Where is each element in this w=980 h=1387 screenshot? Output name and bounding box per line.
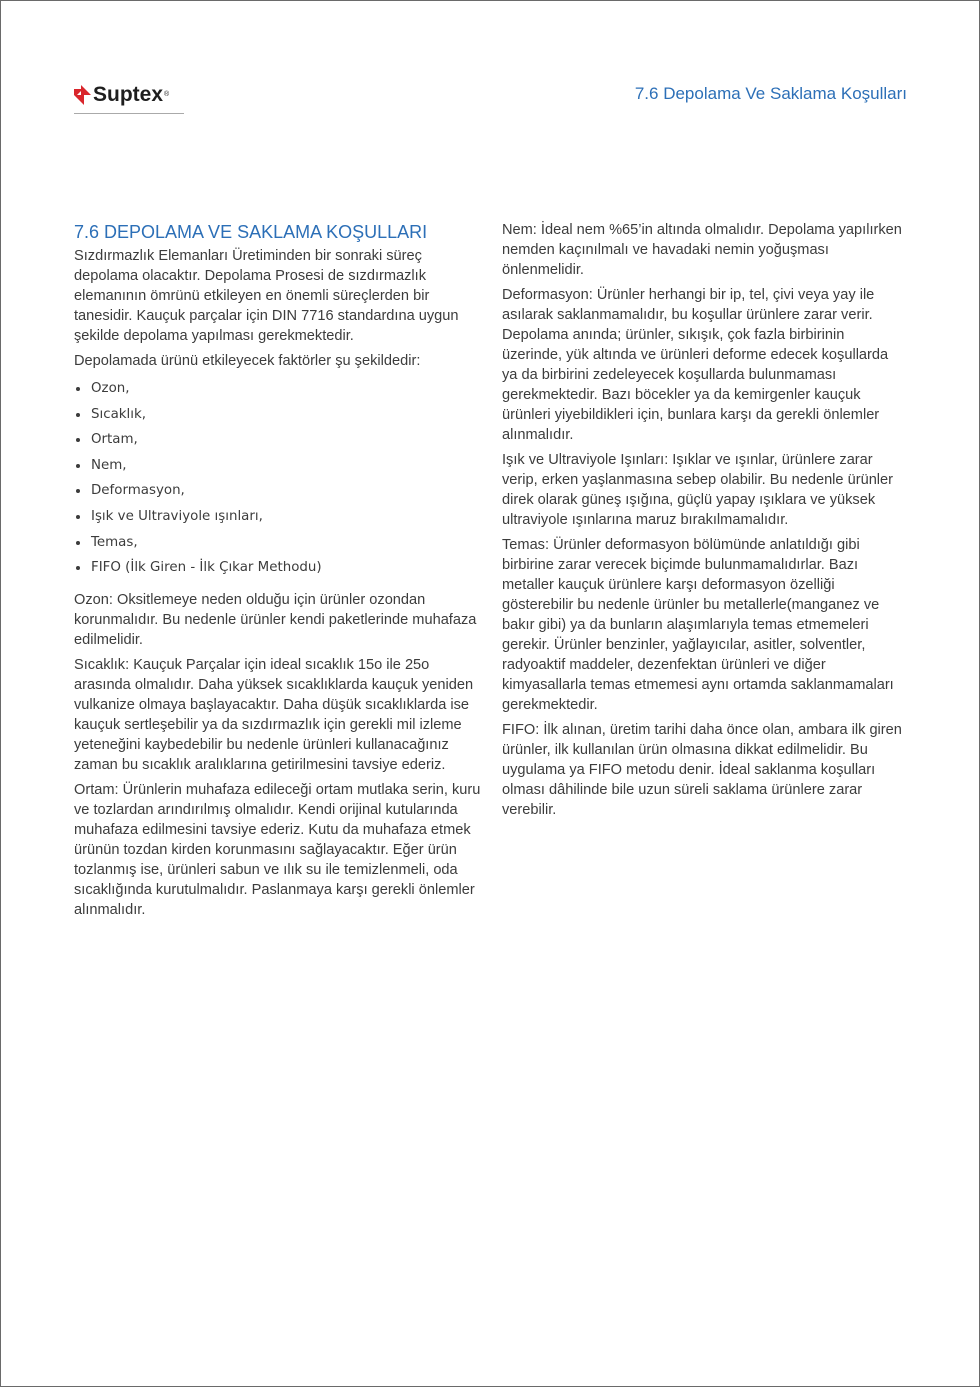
logo-wordmark: Suptex [93,83,164,106]
list-item: Işık ve Ultraviyole ışınları, [74,507,482,533]
list-item: Deformasyon, [74,481,482,507]
list-item: Nem, [74,456,482,482]
deformasyon-paragraph: Deformasyon: Ürünler herhangi bir ip, tel, çivi veya yay ile asılarak saklanmamalıdır, bu koşullar ürünlere zarar verir. Depolama anında; ürünler, sıkışık, çok fazla birbirinin üzerinde, yük altında ve ürünleri deforme edecek koşullarda ya da birbirini zedeleyecek koşullarda bulunmaması gerekmektedir. Bazı böcekler ya da kemirgenler kauçuk ürünleri yiyebildikleri için, bunlara karşı da gerekli önlemler alınmalıdır. [502,287,889,443]
list-item: FIFO (İlk Giren - İlk Çıkar Methodu) [74,558,482,584]
section-title: 7.6 DEPOLAMA VE SAKLAMA KOŞULLARI [74,222,428,242]
isik-paragraph: Işık ve Ultraviyole Işınları: Işıklar ve ışınlar, ürünlere zarar verip, erken yaşlanmasına sebep olabilir. Bu nedenle ürünler direk olarak güneş ışığına, güçlü yapay ışıklara ve yüksek ultraviyole ışınlarına maruz bırakılmamalıdır. [502,452,894,528]
left-column [74,220,482,925]
list-item: Temas, [74,533,482,559]
sicaklik-paragraph: Sıcaklık: Kauçuk Parçalar için ideal sıcaklık 15o ile 25o arasında olmalıdır. Daha yüksek sıcaklıklarda kauçuk yeniden vulkanize olmaya başlayacaktır. Daha düşük sıcaklıklarda ise kauçuk sertleşebilir ya da sızdırmazlık için gerekli mil izleme yeteneğini kaybedebilir bu nedenle ürünleri kullanacağınız zaman bu sıcaklık aralıklarına getirilmesini tavsiye ederiz. [74,656,474,773]
factors-intro: Depolamada ürünü etkileyecek faktörler şu şekildedir: [74,353,421,369]
factors-list [74,379,482,584]
right-column [502,220,907,825]
running-header-title: 7.6 Depolama Ve Saklama Koşulları [634,84,907,103]
logo-registered-mark: ® [164,91,170,98]
list-item: Ortam, [74,430,482,456]
nem-paragraph: Nem: İdeal nem %65’in altında olmalıdır. Depolama yapılırken nemden kaçınılmalı ve havadaki nemin yoğuşması önlenmelidir. [502,222,902,278]
list-item: Ozon, [74,379,482,405]
header-divider [74,113,184,114]
list-item: Sıcaklık, [74,405,482,431]
suptex-logo-mark-icon [74,85,91,105]
suptex-logo [74,84,169,105]
ozon-paragraph: Ozon: Oksitlemeye neden olduğu için ürünler ozondan korunmalıdır. Bu nedenle ürünler kendi paketlerinde muhafaza edilmelidir. [74,591,477,648]
ortam-paragraph: Ortam: Ürünlerin muhafaza edileceği ortam mutlaka serin, kuru ve tozlardan arındırılmış olmalıdır. Kendi orijinal kutularında muhafaza edilmesini tavsiye ederiz. Kutu da muhafaza etmek ürünün tozdan kirden korunmasını sağlayacaktır. Eğer ürün tozlanmış ise, ürünleri sabun ve ılık su ile temizlenmeli, oda sıcaklığında kurutulmalıdır. Paslanmaya karşı gerekli önlemler alınmalıdır. [74,781,481,918]
fifo-paragraph: FIFO: İlk alınan, üretim tarihi daha önce olan, ambara ilk giren ürünler, ilk kullanılan ürün olmasına dikkat edilmelidir. Bu uygulama ya FIFO metodu denir. İdeal saklanma koşulları olması dâhilinde bile uzun süreli saklama ürünlere zarar verebilir. [502,722,902,818]
intro-paragraph: Sızdırmazlık Elemanları Üretiminden bir sonraki süreç depolama olacaktır. Depolama Prosesi de sızdırmazlık elemanının ömrünü etkileyen en önemli süreçlerden bir tanesidir. Kauçuk parçalar için DIN 7716 standardına uygun şekilde depolama yapılması gerekmektedir. [74,248,459,344]
temas-paragraph: Temas: Ürünler deformasyon bölümünde anlatıldığı gibi birbirine zarar verecek biçimde bulunmamalıdırlar. Bazı metaller kauçuk ürünlere karşı deformasyon özelliği gösterebilir bu nedenle ürünler bu metallerle(manganez ve bakır gibi) ya da bunların alaşımlarıyla temas etmemeleri gerekir. Ürünler benzinler, yağlayıcılar, asitler, solventler, radyoaktif maddeler, dezenfektan ürünleri ve diğer kimyasallarla temas etmemesi aynı ortamda saklanmamaları gerekmektedir. [502,537,894,713]
